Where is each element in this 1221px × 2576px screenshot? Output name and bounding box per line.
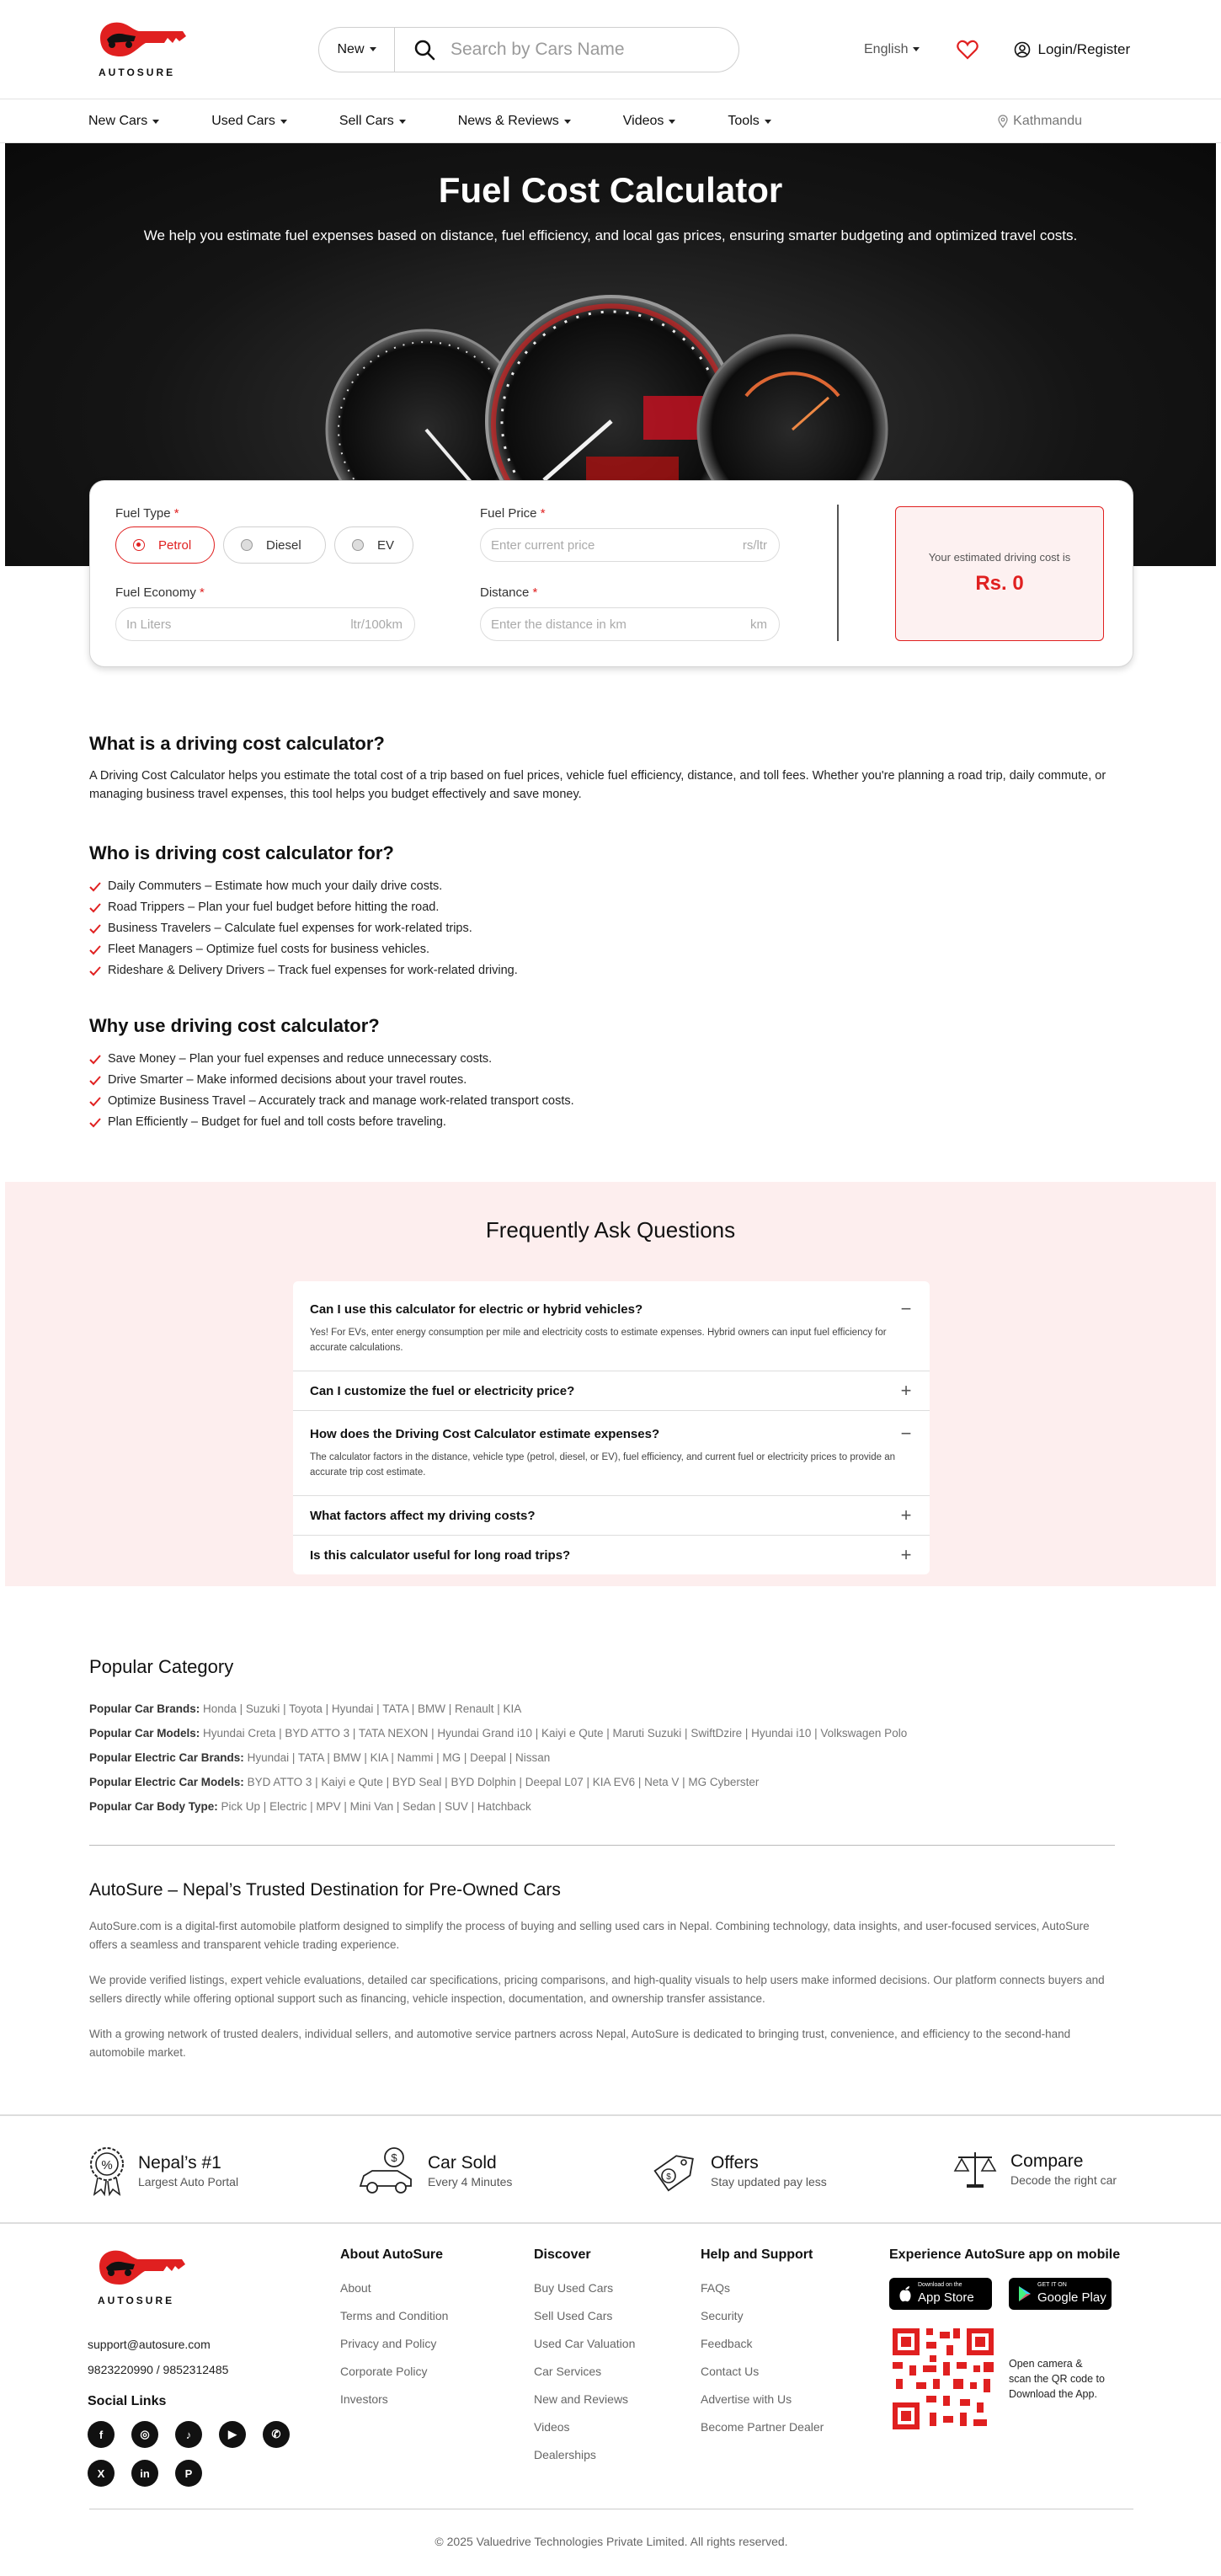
about-paragraph: With a growing network of trusted dealers, individual sellers, and automotive service partners across Nepal, AutoSure is dedicated to bringing trust, convenience, and efficiency to the second-hand automobile market. <box>89 2028 1071 2059</box>
radio-dot <box>241 539 253 551</box>
footer-discover-column <box>534 2247 635 2469</box>
row-label: Popular Electric Car Models: <box>89 1776 244 1788</box>
list-item: Road Trippers – Plan your fuel budget before hitting the road. <box>89 897 1133 918</box>
footer-link[interactable]: Car Services <box>534 2365 602 2378</box>
column-title: About AutoSure <box>340 2247 444 2262</box>
list-item: Save Money – Plan your fuel expenses and reduce unnecessary costs. <box>89 1049 1133 1070</box>
feature-title: Offers <box>711 2153 759 2172</box>
features-strip <box>0 2114 1221 2224</box>
footer-link[interactable]: Terms and Condition <box>340 2309 449 2322</box>
fuel-price-label: Fuel Price * <box>480 506 546 521</box>
chevron-down-icon <box>280 120 287 124</box>
faq-item[interactable] <box>293 1411 930 1496</box>
feature-item <box>88 2146 238 2196</box>
expand-icon[interactable]: + <box>900 1380 912 1401</box>
faq-title: Frequently Ask Questions <box>485 1217 736 1243</box>
footer-link[interactable]: Investors <box>340 2392 388 2406</box>
nav-label: News & Reviews <box>457 114 559 128</box>
fuel-economy-label: Fuel Economy * <box>115 585 205 600</box>
footer-link[interactable]: Used Car Valuation <box>534 2337 636 2350</box>
radio-dot <box>133 539 145 551</box>
search-bar <box>318 27 739 72</box>
feature-item <box>648 2146 827 2196</box>
social-title: Social Links <box>88 2394 167 2408</box>
logo-car-key-icon <box>95 19 188 60</box>
feature-item <box>952 2146 1117 2193</box>
about-title: AutoSure – Nepal’s Trusted Destination for Pre-Owned Cars <box>89 1880 561 1900</box>
footer-link[interactable]: Videos <box>534 2420 570 2434</box>
nav-label: Tools <box>728 114 760 128</box>
faq-question: Can I use this calculator for electric or hybrid vehicles? <box>310 1301 643 1317</box>
calculator-card <box>89 480 1133 667</box>
badge-percent-icon <box>88 2146 126 2196</box>
fuel-type-petrol-radio[interactable] <box>115 526 215 564</box>
list-item: Plan Efficiently – Budget for fuel and toll costs before traveling. <box>89 1112 1133 1133</box>
faq-item[interactable] <box>293 1536 930 1574</box>
what-title: What is a driving cost calculator? <box>89 733 385 754</box>
svg-text:$: $ <box>391 2151 397 2164</box>
nav-new-cars[interactable] <box>88 114 159 129</box>
search-icon[interactable] <box>413 39 435 61</box>
who-title: Who is driving cost calculator for? <box>89 842 394 863</box>
faq-section <box>5 1182 1216 1586</box>
faq-question: How does the Driving Cost Calculator estimate expenses? <box>310 1426 660 1441</box>
instagram-icon[interactable]: ◎ <box>131 2421 158 2448</box>
list-item: Rideshare & Delivery Drivers – Track fuel expenses for work-related driving. <box>89 960 1133 981</box>
offer-tag-icon <box>648 2146 699 2196</box>
check-icon <box>89 965 101 977</box>
result-label: Your estimated driving cost is <box>928 551 1071 564</box>
about-paragraph: AutoSure.com is a digital-first automobile platform designed to simplify the process of buying and selling used cars in Nepal. Combining technology, data insights, and user-focused services, AutoSure offers a seamless and transparent vehicle trading experience. <box>89 1920 1090 1951</box>
logo-brand-text: AUTOSURE <box>99 66 176 78</box>
nav-used-cars[interactable] <box>211 114 287 129</box>
row-links[interactable]: Pick Up | Electric | MPV | Mini Van | Sedan | SUV | Hatchback <box>221 1800 531 1813</box>
linkedin-icon[interactable]: in <box>131 2460 158 2487</box>
pinterest-icon[interactable]: P <box>175 2460 202 2487</box>
faq-answer: The calculator factors in the distance, vehicle type (petrol, diesel, or EV), fuel efficiency, and current fuel or electricity prices to provide an accurate trip cost estimate. <box>310 1452 896 1478</box>
faq-question: Is this calculator useful for long road trips? <box>310 1547 571 1563</box>
qr-code-image <box>889 2325 997 2433</box>
check-icon <box>89 1054 101 1066</box>
support-phone[interactable]: 9823220990 / 9852312485 <box>88 2363 229 2376</box>
svg-text:%: % <box>101 2158 113 2172</box>
result-box <box>895 506 1104 641</box>
login-label: Login/Register <box>1037 40 1131 57</box>
who-list <box>89 876 1133 981</box>
feature-subtitle: Largest Auto Portal <box>138 2175 239 2189</box>
page-subtitle: We help you estimate fuel expenses based on distance, fuel efficiency, and local gas prices, ensuring smarter budgeting and optimized travel costs. <box>143 227 1078 243</box>
location-selector[interactable] <box>998 114 1082 129</box>
row-label: Popular Electric Car Brands: <box>89 1751 244 1764</box>
nav-sell-cars[interactable] <box>339 114 406 129</box>
popular-row[interactable] <box>89 1745 1115 1770</box>
row-label: Popular Car Models: <box>89 1727 200 1740</box>
nav-tools[interactable] <box>728 114 770 129</box>
input-unit: ltr/100km <box>350 617 403 632</box>
check-icon <box>89 944 101 956</box>
apple-icon <box>898 2285 913 2303</box>
faq-item[interactable] <box>293 1371 930 1411</box>
list-item: Daily Commuters – Estimate how much your daily drive costs. <box>89 876 1133 897</box>
row-links[interactable]: Hyundai Creta | BYD ATTO 3 | TATA NEXON | Hyundai Grand i10 | Kaiyi e Qute | Maruti Suzuki | SwiftDzire | Hyundai i10 | Volkswagen Polo <box>203 1727 908 1740</box>
popular-row[interactable] <box>89 1794 1115 1819</box>
footer-help-column <box>701 2247 824 2441</box>
list-item: Optimize Business Travel – Accurately track and manage work-related transport costs. <box>89 1091 1133 1112</box>
collapse-icon[interactable]: − <box>900 1423 912 1444</box>
copyright: © 2025 Valuedrive Technologies Private Limited. All rights reserved. <box>89 2509 1133 2548</box>
about-section <box>89 1880 1115 2079</box>
compare-scale-icon <box>952 2146 999 2193</box>
popular-category <box>89 1656 1115 1819</box>
distance-label: Distance * <box>480 585 538 600</box>
footer-brand-column <box>88 2244 307 2487</box>
why-title: Why use driving cost calculator? <box>89 1015 380 1036</box>
faq-list <box>293 1281 930 1574</box>
row-label: Popular Car Body Type: <box>89 1800 218 1813</box>
chevron-down-icon <box>399 120 406 124</box>
footer-link[interactable]: Feedback <box>701 2337 753 2350</box>
result-value: Rs. 0 <box>975 572 1024 595</box>
footer-link[interactable]: New and Reviews <box>534 2392 629 2406</box>
list-item: Business Travelers – Calculate fuel expenses for work-related trips. <box>89 918 1133 939</box>
footer-link[interactable]: Buy Used Cars <box>534 2281 614 2295</box>
footer-link[interactable]: FAQs <box>701 2281 731 2295</box>
footer-link[interactable]: Contact Us <box>701 2365 760 2378</box>
page-title: Fuel Cost Calculator <box>438 170 783 210</box>
nav-label: Sell Cars <box>339 114 394 128</box>
feature-item <box>357 2146 512 2196</box>
site-footer <box>0 2224 1221 2576</box>
chevron-down-icon <box>669 120 675 124</box>
chevron-down-icon <box>765 120 771 124</box>
collapse-icon[interactable]: − <box>900 1298 912 1319</box>
search-mode-select[interactable] <box>319 28 395 72</box>
expand-icon[interactable]: + <box>900 1544 912 1565</box>
column-title: Discover <box>534 2247 591 2262</box>
faq-item[interactable] <box>293 1281 930 1371</box>
check-icon <box>89 902 101 914</box>
main-nav <box>0 99 1221 143</box>
logo-car-key-icon <box>94 2247 187 2288</box>
chevron-down-icon <box>370 47 376 51</box>
popular-row[interactable] <box>89 1721 1115 1745</box>
facebook-icon[interactable]: f <box>88 2421 115 2448</box>
row-links[interactable]: BYD ATTO 3 | Kaiyi e Qute | BYD Seal | BYD Dolphin | Deepal L07 | KIA EV6 | Neta V | MG Cyberster <box>247 1776 760 1788</box>
row-links[interactable]: Hyundai | TATA | BMW | KIA | Nammi | MG | Deepal | Nissan <box>247 1751 551 1764</box>
distance-input[interactable] <box>480 607 780 641</box>
app-store-button[interactable] <box>889 2278 992 2310</box>
radio-label: Petrol <box>158 537 192 553</box>
faq-question: What factors affect my driving costs? <box>310 1508 536 1523</box>
fuel-type-diesel-radio[interactable] <box>223 526 326 564</box>
top-header <box>0 0 1221 99</box>
feature-title: Nepal’s #1 <box>138 2153 221 2172</box>
tiktok-icon[interactable]: ♪ <box>175 2421 202 2448</box>
check-icon <box>89 1117 101 1129</box>
store-small-text: GET IT ON <box>1037 2282 1067 2288</box>
qr-instructions: Open camera & scan the QR code to Download the App. <box>1009 2358 1105 2400</box>
column-title: Experience AutoSure app on mobile <box>889 2247 1121 2262</box>
check-icon <box>89 1075 101 1087</box>
social-links-row2 <box>88 2460 307 2487</box>
radio-dot <box>352 539 364 551</box>
faq-answer: Yes! For EVs, enter energy consumption per mile and electricity costs to estimate expenses. Hybrid owners can input fuel efficiency for accurate calculations. <box>310 1328 887 1353</box>
divider <box>837 505 839 641</box>
expand-icon[interactable]: + <box>900 1504 912 1526</box>
heart-icon[interactable] <box>957 40 978 60</box>
car-sold-icon <box>357 2146 416 2196</box>
footer-link[interactable]: Corporate Policy <box>340 2365 428 2378</box>
feature-subtitle: Stay updated pay less <box>711 2175 827 2189</box>
column-title: Help and Support <box>701 2247 813 2262</box>
input-placeholder: In Liters <box>126 617 172 632</box>
check-icon <box>89 923 101 935</box>
input-placeholder: Enter current price <box>491 537 595 553</box>
list-item: Drive Smarter – Make informed decisions about your travel routes. <box>89 1070 1133 1091</box>
row-links[interactable]: Honda | Suzuki | Toyota | Hyundai | TATA | BMW | Renault | KIA <box>203 1702 522 1715</box>
why-list <box>89 1049 1133 1133</box>
what-text: A Driving Cost Calculator helps you estimate the total cost of a trip based on fuel prices, vehicle fuel efficiency, distance, and toll fees. Whether you're planning a road trip, daily commute, or managing business travel expenses, this tool helps you budget effectively and save money. <box>89 769 1106 801</box>
fuel-type-label: Fuel Type * <box>115 506 179 521</box>
input-placeholder: Enter the distance in km <box>491 617 626 632</box>
search-mode-value: New <box>337 41 365 56</box>
popular-row[interactable] <box>89 1697 1115 1721</box>
nav-label: New Cars <box>88 114 148 128</box>
nav-label: Used Cars <box>211 114 275 128</box>
youtube-icon[interactable]: ▶ <box>219 2421 246 2448</box>
language-select[interactable] <box>864 42 920 57</box>
radio-label: EV <box>377 537 395 553</box>
row-label: Popular Car Brands: <box>89 1702 200 1715</box>
support-email[interactable]: support@autosure.com <box>88 2338 211 2351</box>
input-unit: km <box>750 617 767 632</box>
faq-question: Can I customize the fuel or electricity price? <box>310 1383 575 1398</box>
popular-title: Popular Category <box>89 1656 234 1677</box>
search-input[interactable] <box>451 40 737 60</box>
fuel-price-input[interactable] <box>480 528 780 562</box>
google-play-button[interactable] <box>1009 2278 1112 2310</box>
autosure-logo[interactable] <box>88 16 194 83</box>
footer-link[interactable]: Become Partner Dealer <box>701 2420 824 2434</box>
location-label: Kathmandu <box>1013 114 1082 128</box>
store-big-text: App Store <box>918 2290 974 2305</box>
feature-title: Car Sold <box>428 2153 497 2172</box>
chevron-down-icon <box>152 120 159 124</box>
list-item: Fleet Managers – Optimize fuel costs for business vehicles. <box>89 939 1133 960</box>
footer-link[interactable]: Sell Used Cars <box>534 2309 613 2322</box>
faq-item[interactable] <box>293 1496 930 1536</box>
chevron-down-icon <box>564 120 571 124</box>
divider <box>89 1845 1115 1846</box>
footer-logo[interactable] <box>88 2244 193 2311</box>
whatsapp-icon[interactable]: ✆ <box>263 2421 290 2448</box>
fuel-type-ev-radio[interactable] <box>334 526 413 564</box>
footer-link[interactable]: About <box>340 2281 371 2295</box>
login-register-button[interactable] <box>1014 41 1130 58</box>
location-pin-icon <box>998 115 1008 128</box>
fuel-economy-input[interactable] <box>115 607 415 641</box>
footer-link[interactable]: Dealerships <box>534 2448 596 2461</box>
google-play-icon <box>1017 2285 1032 2303</box>
check-icon <box>89 881 101 893</box>
store-big-text: Google Play <box>1037 2290 1106 2305</box>
popular-row[interactable] <box>89 1770 1115 1794</box>
nav-label: Videos <box>622 114 664 128</box>
x-twitter-icon[interactable]: X <box>88 2460 115 2487</box>
nav-news-reviews[interactable] <box>458 114 571 129</box>
logo-brand-text: AUTOSURE <box>98 2295 175 2306</box>
feature-subtitle: Every 4 Minutes <box>428 2175 513 2189</box>
feature-subtitle: Decode the right car <box>1010 2173 1117 2187</box>
footer-link[interactable]: Security <box>701 2309 744 2322</box>
footer-app-column <box>889 2247 1133 2433</box>
footer-link[interactable]: Privacy and Policy <box>340 2337 437 2350</box>
social-links <box>88 2421 307 2448</box>
info-section <box>89 733 1133 1172</box>
svg-text:$: $ <box>666 2172 671 2182</box>
footer-about-column <box>340 2247 448 2413</box>
user-icon <box>1014 41 1031 58</box>
input-unit: rs/ltr <box>742 537 767 553</box>
store-small-text: Download on the <box>918 2282 962 2288</box>
check-icon <box>89 1096 101 1108</box>
footer-link[interactable]: Advertise with Us <box>701 2392 792 2406</box>
about-paragraph: We provide verified listings, expert vehicle evaluations, detailed car specifications, pricing comparisons, and high-quality visuals to help users make informed decisions. Our platform connects buyers and sellers directly while offering optional support such as financing, vehicle inspection, documentation, and ownership transfer assistance. <box>89 1974 1105 2005</box>
feature-title: Compare <box>1010 2151 1084 2171</box>
chevron-down-icon <box>913 47 920 51</box>
nav-videos[interactable] <box>623 114 676 129</box>
language-value: English <box>864 41 909 56</box>
radio-label: Diesel <box>266 537 301 553</box>
